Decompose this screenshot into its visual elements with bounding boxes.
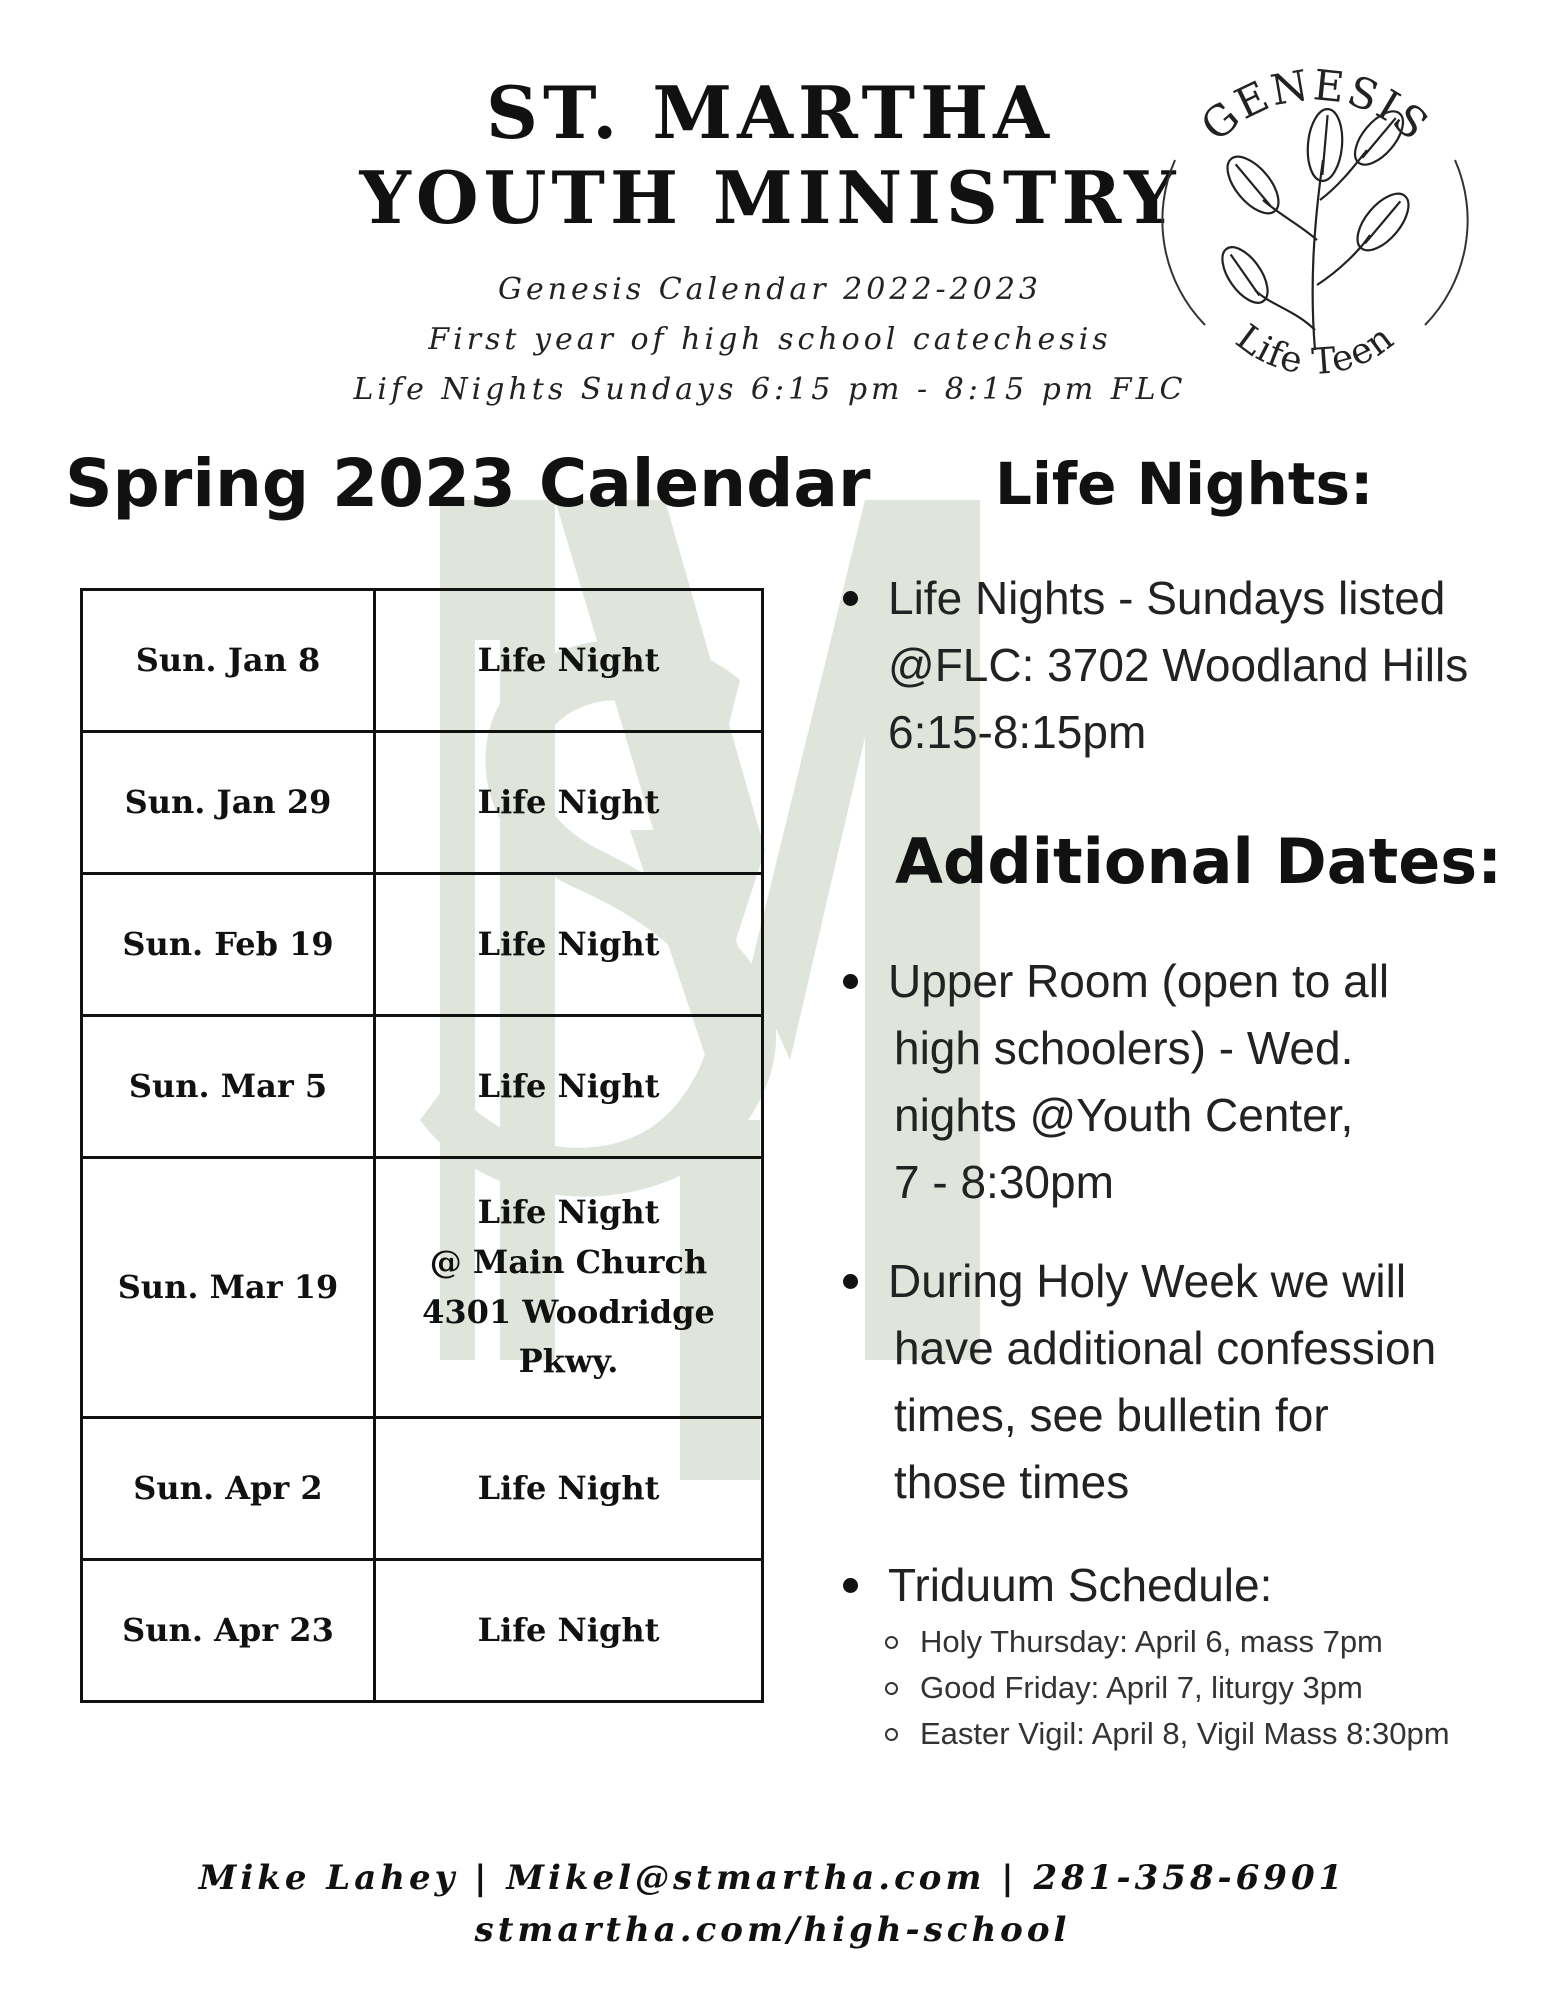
event-address-line: 4301 Woodridge [422, 1292, 715, 1331]
life-nights-list [838, 565, 1518, 766]
calendar-event-cell: Life Night [375, 874, 763, 1016]
calendar-event-cell: Life Night [375, 1016, 763, 1158]
table-row [82, 1418, 763, 1560]
calendar-date-cell: Sun. Apr 2 [82, 1418, 375, 1560]
catechesis-subtitle: First year of high school catechesis [428, 322, 1112, 357]
calendar-subtitle: Genesis Calendar 2022-2023 [497, 272, 1043, 307]
calendar-date-cell: Sun. Feb 19 [82, 874, 375, 1016]
calendar-event-cell: Life Night [375, 1418, 763, 1560]
list-item [838, 1248, 1518, 1516]
table-row [82, 590, 763, 732]
event-location-line: @ Main Church [429, 1242, 708, 1281]
bullet-line: nights @Youth Center, [894, 1089, 1354, 1141]
list-item [838, 948, 1518, 1216]
table-row [82, 732, 763, 874]
table-row [82, 1016, 763, 1158]
table-row [82, 1560, 763, 1702]
svg-text:GENESIS [1191, 60, 1438, 150]
ministry-title-line1: ST. MARTHA [485, 70, 1055, 155]
calendar-date-cell: Sun. Jan 8 [82, 590, 375, 732]
spring-calendar-table [80, 588, 764, 1703]
genesis-life-teen-logo [1145, 50, 1485, 390]
bullet-line: During Holy Week we will [888, 1255, 1407, 1307]
bullet-line: times, see bulletin for [894, 1389, 1329, 1441]
calendar-event-cell [375, 1158, 763, 1418]
event-address-line: Pkwy. [518, 1342, 619, 1381]
svg-text:Life Teen [1228, 317, 1401, 383]
calendar-date-cell: Sun. Mar 19 [82, 1158, 375, 1418]
life-nights-subtitle: Life Nights Sundays 6:15 pm - 8:15 pm FLC [353, 372, 1187, 407]
list-item [838, 565, 1518, 766]
calendar-date-cell: Sun. Apr 23 [82, 1560, 375, 1702]
bullet-line: high schoolers) - Wed. [894, 1022, 1354, 1074]
calendar-date-cell: Sun. Mar 5 [82, 1016, 375, 1158]
event-line: Life Night [477, 1193, 660, 1232]
list-item [838, 1552, 1518, 1619]
website-link[interactable]: stmartha.com/high-school [474, 1910, 1071, 1950]
additional-dates-heading: Additional Dates: [895, 825, 1502, 898]
table-row [82, 1158, 763, 1418]
list-item: Easter Vigil: April 8, Vigil Mass 8:30pm [838, 1711, 1518, 1757]
bullet-line: @FLC: 3702 Woodland Hills [888, 639, 1469, 691]
life-nights-heading: Life Nights: [995, 450, 1374, 518]
calendar-date-cell: Sun. Jan 29 [82, 732, 375, 874]
calendar-event-cell: Life Night [375, 1560, 763, 1702]
bullet-line: Life Nights - Sundays listed [888, 572, 1446, 624]
additional-dates-list [838, 948, 1518, 1757]
bullet-line: 7 - 8:30pm [894, 1156, 1114, 1208]
calendar-event-cell: Life Night [375, 590, 763, 732]
list-item: Holy Thursday: April 6, mass 7pm [838, 1619, 1518, 1665]
contact-footer: Mike Lahey | Mikel@stmartha.com | 281-358-6901 [198, 1858, 1347, 1898]
list-item: Good Friday: April 7, liturgy 3pm [838, 1665, 1518, 1711]
table-row [82, 874, 763, 1016]
ministry-title-line2: YOUTH MINISTRY [359, 155, 1181, 240]
logo-bottom-text: Life Teen [1228, 317, 1402, 384]
logo-top-text: GENESIS [1191, 60, 1439, 151]
leaf-branch-icon [1214, 103, 1418, 350]
triduum-label: Triduum Schedule: [888, 1559, 1273, 1611]
calendar-event-cell: Life Night [375, 732, 763, 874]
bullet-line: Upper Room (open to all [888, 955, 1390, 1007]
bullet-line: 6:15-8:15pm [888, 706, 1147, 758]
spring-calendar-heading: Spring 2023 Calendar [65, 445, 871, 522]
bullet-line: have additional confession [894, 1322, 1437, 1374]
bullet-line: those times [894, 1456, 1130, 1508]
